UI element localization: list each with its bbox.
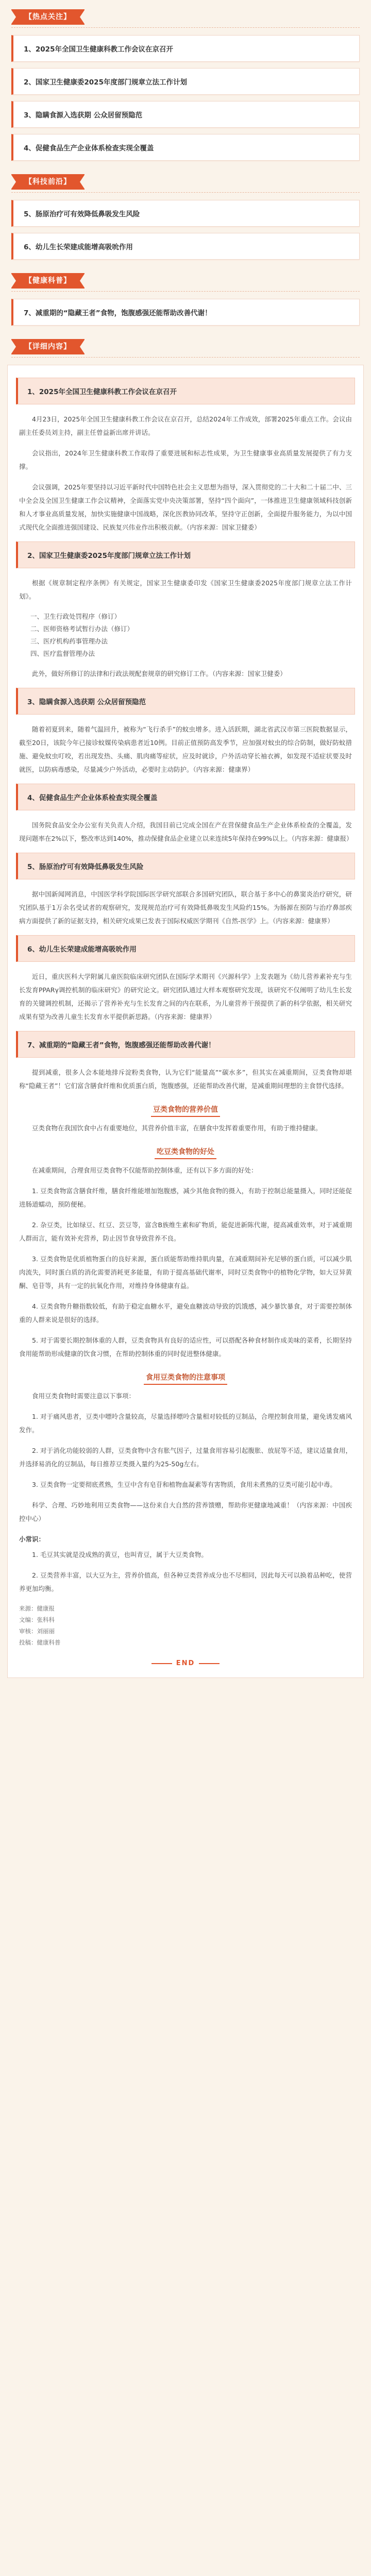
list-item: 四、医疗监督管理办法 bbox=[30, 650, 95, 657]
tips-title: 小常识： bbox=[19, 1535, 45, 1543]
paragraph: 3. 豆类食物是优质植物蛋白的良好来源，蛋白质能帮助维持肌肉量，在减重期间补充足够的蛋白质，可以减少肌肉流失，同时蛋白质的消化需要消耗更多能量，有助于提高基础代谢率，同时豆类食物中的植物化学物，如大豆异黄酮、皂苷等，具有一定的抗氧化作用，对维持身体健康有益。 bbox=[19, 1255, 352, 1290]
section-header-detail bbox=[11, 337, 360, 358]
detail-heading-2: 2、国家卫生健康委2025年度部门规章立法工作计划 bbox=[16, 541, 355, 568]
paragraph: 4月23日，2025年全国卫生健康科教工作会议在京召开，总结2024年工作成效，部署2025年重点工作。会议由副主任委员刘主持，副主任曾益新出席并讲话。 bbox=[19, 415, 352, 436]
divider bbox=[199, 1663, 220, 1664]
divider bbox=[151, 1663, 172, 1664]
paragraph: 此外，做好所修订的法律和行政法规配套规章的研究修订工作。（内容来源：国家卫健委） bbox=[32, 670, 286, 677]
detail-content bbox=[7, 365, 364, 1678]
detail-heading-6: 6、幼儿生长荣建成能增高吸吮作用 bbox=[16, 935, 355, 962]
list-item: 一、卫生行政处罚程序（修订） bbox=[30, 613, 121, 620]
paragraph: 5. 对于需要长期控制体重的人群，豆类食物具有良好的适应性，可以搭配各种食材制作成美味的菜肴，长期坚持食用能帮助形成健康的饮食习惯，在帮助控制体重的同时促进整体健康。 bbox=[19, 1336, 352, 1358]
paragraph: 国务院食品安全办公室有关负责人介绍，我国目前已完成全国在产在营保健食品生产企业体系检查的全覆盖，发现问题率在2%以下，整改率达到140%，推动保健食品企业建立以来连续5年保持在99%以上。（内容来源：健康报） bbox=[19, 821, 353, 842]
subheading-text: 食用豆类食物的注意事项 bbox=[144, 1374, 227, 1385]
section-header-science bbox=[11, 172, 360, 193]
section-tag-detail: 【详细内容】 bbox=[11, 339, 85, 354]
paragraph: 豆类食物在我国饮食中占有重要地位，其营养价值丰富，在膳食中发挥着重要作用，有助于维持健康。 bbox=[32, 1124, 322, 1132]
detail-heading-5: 5、肠原治疗可有效降低鼻吸发生风险 bbox=[16, 853, 355, 879]
topic-item[interactable]: 4、促健食品生产企业体系检查实现全覆盖 bbox=[11, 134, 360, 161]
topic-item[interactable]: 2、国家卫生健康委2025年度部门规章立法工作计划 bbox=[11, 68, 360, 95]
detail-heading-3: 3、隐瞒食源入选获期 公众居留预隐范 bbox=[16, 688, 355, 715]
list-item: 二、医师资格考试暂行办法（修订） bbox=[30, 625, 134, 633]
section-header-health bbox=[11, 271, 360, 292]
section-tag-hot: 【热点关注】 bbox=[11, 9, 85, 25]
paragraph: 1. 豆类食物富含膳食纤维，膳食纤维能增加饱腹感，减少其他食物的摄入，有助于控制总能量摄入，同时还能促进肠道蠕动，预防便秘。 bbox=[19, 1187, 352, 1208]
credit-source: 来源：健康报 bbox=[19, 1605, 55, 1612]
detail-heading-7: 7、减重期的“隐藏王者”食物，饱腹感强还能帮助改善代谢！ bbox=[16, 1031, 355, 1058]
paragraph: 4. 豆类食物升糖指数较低，有助于稳定血糖水平，避免血糖波动导致的饥饿感，减少暴饮暴食，对于需要控制体重的人群来说是很好的选择。 bbox=[19, 1302, 352, 1324]
paragraph: 2. 对于消化功能较弱的人群，豆类食物中含有胀气因子，过量食用容易引起腹胀、放屁等不适，建议适量食用，并选择易消化的豆制品，每日推荐豆类摄入量约为25-50g左右。 bbox=[19, 1447, 352, 1468]
paragraph: 2. 杂豆类，比如绿豆、红豆、芸豆等，富含B族维生素和矿物质，能促进新陈代谢，提高减重效率，对于减重期人群而言，能有效补充营养，防止因节食导致营养不良。 bbox=[19, 1221, 352, 1242]
section-header-hot bbox=[11, 7, 360, 28]
detail-heading-1: 1、2025年全国卫生健康科教工作会议在京召开 bbox=[16, 378, 355, 404]
credit-review: 审核：刘丽丽 bbox=[19, 1628, 55, 1635]
credits bbox=[19, 1603, 352, 1648]
paragraph: 据中国新闻网消息，中国医学科学院国际医学研究部联合多国研究团队，联合基于多中心的鼻窦炎治疗研究，研究团队基于1万余名受试者的观察研究，发现规范治疗可有效降低鼻吸发生风险约15%。为肠源在预防与治疗鼻部疾病方面提供了新的证据支持，相关研究成果已发表于国际权威医学期刊《自然-医学》上。（内容来源：健康界） bbox=[19, 890, 352, 925]
section-tag-science: 【科技前沿】 bbox=[11, 174, 85, 190]
paragraph: 2. 豆类营养丰富，以大豆为主，营养价值高，但各种豆类营养成分也不尽相同，因此每天可以换着品种吃，使营养更加均衡。 bbox=[19, 1571, 352, 1592]
subheading-text: 吃豆类食物的好处 bbox=[155, 1148, 216, 1159]
end-label: END bbox=[176, 1659, 195, 1667]
list-item: 三、医疗机构药事管理办法 bbox=[30, 637, 108, 645]
subheading-text: 豆类食物的营养价值 bbox=[151, 1106, 220, 1117]
subheading bbox=[16, 1146, 355, 1157]
credit-publisher: 投稿：健康科普 bbox=[19, 1639, 61, 1646]
topic-item[interactable]: 6、幼儿生长荣建成能增高吸吮作用 bbox=[11, 233, 360, 260]
paragraph: 3. 豆类食物一定要彻底煮熟，生豆中含有皂苷和植物血凝素等有害物质，食用未煮熟的豆类可能引起中毒。 bbox=[32, 1481, 336, 1488]
topic-item[interactable]: 3、隐瞒食源入选获期 公众居留预隐范 bbox=[11, 101, 360, 128]
topic-item[interactable]: 5、肠原治疗可有效降低鼻吸发生风险 bbox=[11, 200, 360, 227]
topic-item[interactable]: 1、2025年全国卫生健康科教工作会议在京召开 bbox=[11, 35, 360, 62]
paragraph: 提到减重，很多人会本能地排斥淀粉类食物，认为它们“能量高”“碳水多”，但其实在减重期间，豆类食物却堪称“隐藏王者”！它们富含膳食纤维和优质蛋白质，饱腹感强，还能帮助改善代谢，是减重期间理想的主食替代选择。 bbox=[19, 1069, 352, 1090]
topic-item[interactable]: 7、减重期的“隐藏王者”食物，饱腹感强还能帮助改善代谢！ bbox=[11, 299, 360, 326]
paragraph: 会议强调，2025年要坚持以习近平新时代中国特色社会主义思想为指导，深入贯彻党的二十大和二十届二中、三中全会及全国卫生健康工作会议精神，全面落实党中央决策部署，坚持“四个面向”，一体推进卫生健康领域科技创新和人才事业高质量发展，加快实施健康中国战略，深化医教协同改革，坚持守正创新，全面提升服务能力，为以中国式现代化全面推进强国建设、民族复兴伟业作出积极贡献。（内容来源：国家卫健委） bbox=[19, 483, 352, 531]
paragraph: 1. 对于痛风患者，豆类中嘌呤含量较高，尽量选择嘌呤含量相对较低的豆制品，合理控制食用量，避免诱发痛风发作。 bbox=[19, 1413, 352, 1434]
credit-editor: 文编：张科科 bbox=[19, 1616, 55, 1623]
subheading bbox=[16, 1104, 355, 1114]
paragraph: 根据《规章制定程序条例》有关规定，国家卫生健康委印发《国家卫生健康委2025年度部门规章立法工作计划》。 bbox=[19, 579, 352, 600]
paragraph: 近日，重庆医科大学附属儿童医院临床研究团队在国际学术期刊《兴源科学》上发表题为《幼儿营养素补充与生长发育PPARγ调控机制的临床研究》的研究论文。研究团队通过大样本观察研究发现，该研究不仅阐明了幼儿生长发育的关键调控机制，还揭示了营养补充与生长发育之间的内在联系，为儿童营养干预提供了新的科学依据，相关研究成果有望为改善儿童生长发育水平提供新思路。（内容来源：健康界） bbox=[19, 973, 352, 1021]
section-tag-health: 【健康科普】 bbox=[11, 273, 85, 289]
paragraph: 1. 毛豆其实就是没成熟的黄豆，也叫青豆，属于大豆类食物。 bbox=[32, 1551, 208, 1558]
regulation-list bbox=[30, 611, 352, 660]
detail-heading-4: 4、促健食品生产企业体系检查实现全覆盖 bbox=[16, 784, 355, 810]
paragraph: 会议指出，2024年卫生健康科教工作取得了重要进展和标志性成果，为卫生健康事业高质量发展提供了有力支撑。 bbox=[19, 449, 352, 470]
end-marker bbox=[16, 1659, 355, 1667]
subheading bbox=[16, 1372, 355, 1382]
footer-spacer bbox=[0, 1678, 371, 1699]
paragraph: 食用豆类食物时需要注意以下事项： bbox=[32, 1392, 136, 1400]
paragraph: 科学、合理、巧妙地利用豆类食物——这份来自大自然的营养馈赠，帮助你更健康地减重！（内容来源：中国疾控中心） bbox=[19, 1501, 352, 1522]
paragraph: 在减重期间，合理食用豆类食物不仅能帮助控制体重，还有以下多方面的好处： bbox=[32, 1166, 258, 1174]
paragraph: 随着初夏到来，随着气温回升，被称为“飞行杀手”的蚊虫增多。进入活跃期，湖北省武汉市第三医院数据显示，截至20日，该院今年已接诊蚊媒传染病患者近10例。目前正值预防高发季节，应加强对蚊虫的综合防制，做好防蚊措施、避免蚊虫叮咬，若出现发热、头痛、肌肉痛等症状，应及时就诊，户外活动穿长袖衣裤，如发现不适症状要及时就医，以防病毒感染，尽量减少户外活动，必要时主动防护。（内容来源：健康界） bbox=[19, 725, 352, 773]
